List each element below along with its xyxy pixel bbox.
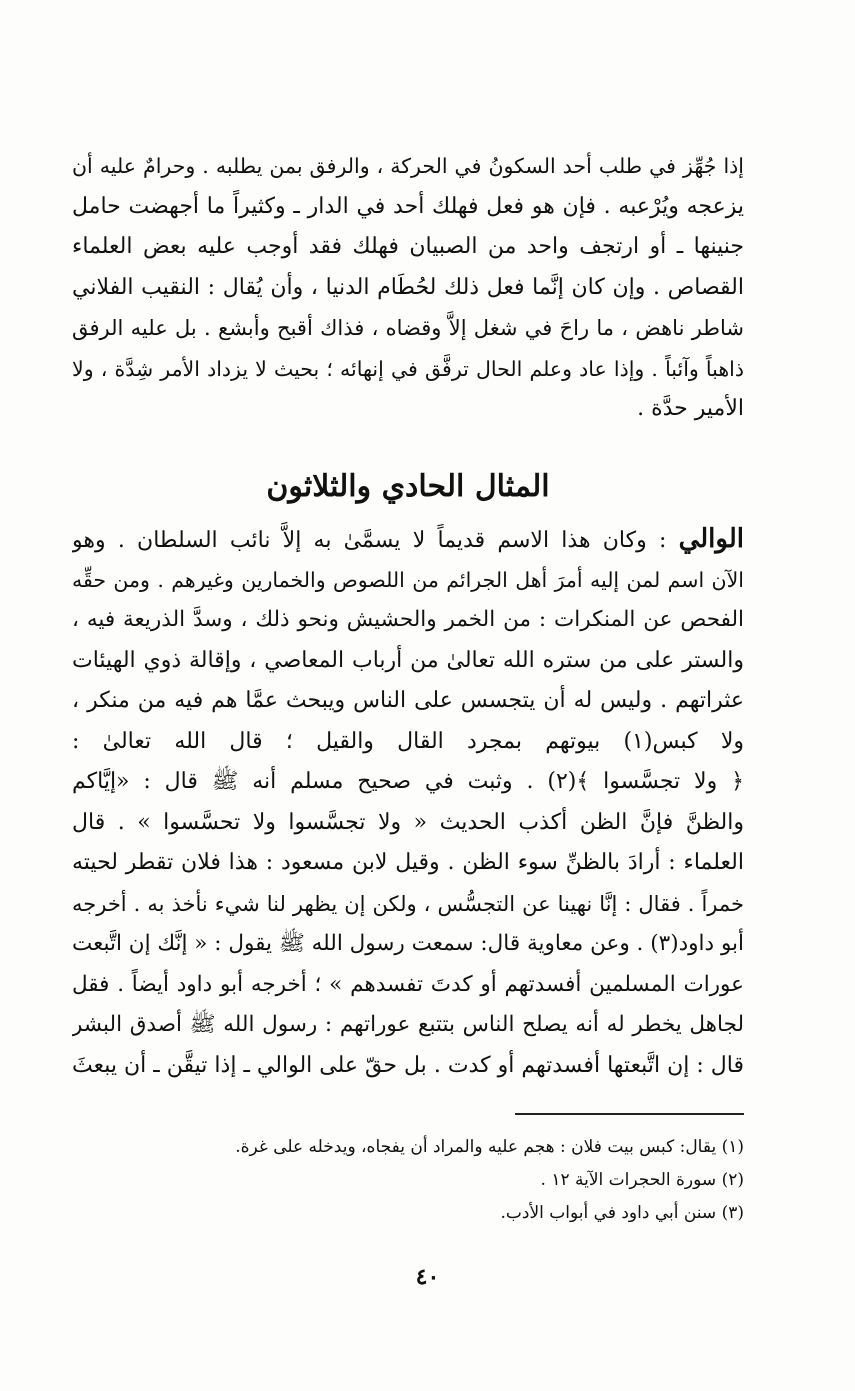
text-line: الأمير حدَّة . bbox=[637, 396, 744, 421]
text-line: قال : إن اتَّبعتها أفسدتهم أو كدت . بل حقّ على الوالي ـ إذا تيقَّن ـ أن يبعثَ bbox=[72, 1052, 744, 1078]
footnotes bbox=[72, 1131, 744, 1230]
text-line: ولا كبس(١) بيوتهم بمجرد القال والقيل ؛ قال الله تعالىٰ : bbox=[72, 728, 744, 754]
text-line: جنينها ـ أو ارتجف واحد من الصبيان فهلك فقد أوجب عليه بعض العلماء bbox=[72, 234, 744, 259]
section-heading: المثال الحادي والثلاثون bbox=[266, 469, 550, 504]
text-line: القصاص . وإن كان إنَّما فعل ذلك لحُطَام الدنيا ، وأن يُقال : النقيب الفلاني bbox=[72, 274, 744, 300]
text-line-first bbox=[72, 519, 744, 560]
text-line: العلماء : أرادَ بالظنِّ سوء الظن . وقيل لابن مسعود : هذا فلان تقطر لحيته bbox=[72, 850, 744, 875]
text-line: ذاهباً وآئباً . وإذا عاد وعلم الحال ترفَّق في إنهائه ؛ بحيث لا يزداد الأمر شِدَّة ، ولا bbox=[72, 356, 744, 381]
page-number: ٤٠ bbox=[415, 1264, 440, 1290]
text-line: عورات المسلمين أفسدتهم أو كدتَ تفسدهم » ؛ أخرجه أبو داود أيضاً . فقل bbox=[72, 971, 744, 997]
first-line-text: : وكان هذا الاسم قديماً لا يسمَّىٰ به إلاَّ نائب السلطان . وهو bbox=[72, 528, 679, 553]
defined-term: الوالي bbox=[678, 524, 744, 554]
paragraph-2 bbox=[72, 519, 744, 1086]
text-line: أبو داود(٣) . وعن معاوية قال: سمعت رسول الله ﷺ يقول : « إنَّك إن اتَّبعت bbox=[72, 931, 744, 956]
footnote-divider bbox=[515, 1113, 744, 1115]
text-line: خمراً . فقال : إنَّا نهينا عن التجسُّس ، ولكن إن يظهر لنا شيء نأخذ به . أخرجه bbox=[72, 891, 744, 916]
text-line: والستر على من ستره الله تعالىٰ من أرباب المعاصي ، وإقالة ذوي الهيئات bbox=[72, 647, 744, 673]
text-line: والظنَّ فإنَّ الظن أكذب الحديث « ولا تجسَّسوا ولا تحسَّسوا » . قال bbox=[72, 809, 744, 835]
paragraph-1 bbox=[72, 146, 744, 430]
text-line: شاطر ناهض ، ما راحَ في شغل إلاَّ وقضاه ، فذاك أقبح وأبشع . بل عليه الرفق bbox=[72, 316, 744, 340]
text-line: لجاهل يخطر له أنه يصلح الناس بتتبع عوراتهم : رسول الله ﷺ أصدق البشر bbox=[72, 1012, 744, 1037]
footnote-2: (٢) سورة الحجرات الآية ١٢ . bbox=[540, 1170, 744, 1190]
text-line: الفحص عن المنكرات : من الخمر والحشيش ونحو ذلك ، وسدَّ الذريعة فيه ، bbox=[72, 607, 744, 632]
text-line: إذا جُهِّز في طلب أحد السكونُ في الحركة ، والرفق بمن يطلبه . وحرامٌ عليه أن bbox=[72, 154, 744, 178]
text-line: يزعجه ويُرْعبه . فإن هو فعل فهلك أحد في الدار ـ وكثيراً ما أجهضت حامل bbox=[72, 193, 744, 219]
text-line: عثراتهم . وليس له أن يتجسس على الناس ويبحث عمَّا هم فيه من منكر ، bbox=[72, 688, 744, 713]
text-line: ﴿ ولا تجسَّسوا ﴾(٢) . وثبت في صحيح مسلم أنه ﷺ قال : «إيَّاكم bbox=[72, 769, 744, 794]
footnote-1: (١) يقال: كبس بيت فلان : هجم عليه والمراد أن يفجاه، ويدخله على غرة. bbox=[235, 1137, 744, 1157]
text-line: الآن اسم لمن إليه أمرَ أهل الجرائم من اللصوص والخمارين وغيرهم . ومن حقِّه bbox=[72, 567, 744, 592]
footnote-3: (٣) سنن أبي داود في أبواب الأدب. bbox=[500, 1203, 744, 1223]
